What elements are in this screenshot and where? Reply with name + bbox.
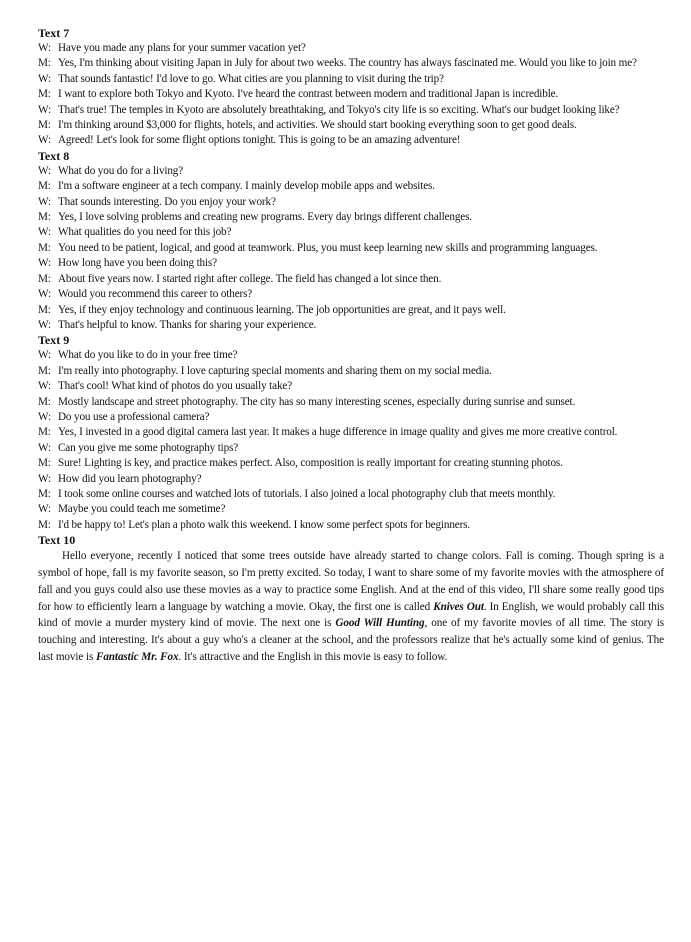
speaker-label: W: [38, 349, 51, 362]
dialogue-text: Have you made any plans for your summer vacation yet? [58, 42, 306, 54]
dialogue-line [38, 195, 664, 210]
paragraph-segment: . It's attractive and the English in this movie is easy to follow. [178, 650, 448, 663]
document-page [38, 26, 664, 666]
dialogue-line [38, 133, 664, 148]
dialogue-line [38, 210, 664, 225]
speaker-label: W: [38, 226, 51, 239]
dialogue-line [38, 441, 664, 456]
dialogue-text: What do you do for a living? [58, 164, 184, 177]
speaker-label: M: [38, 180, 51, 193]
dialogue-text: Mostly landscape and street photography. The city has so many interesting scenes, especially during sunrise and sunset. [58, 395, 576, 408]
dialogue-line [38, 318, 664, 333]
section-9 [38, 333, 664, 533]
speaker-label: W: [38, 441, 51, 454]
section-title: Text 7 [38, 26, 70, 40]
dialogue-line [38, 303, 664, 318]
dialogue-line [38, 72, 664, 87]
dialogue-text: Yes, if they enjoy technology and continuous learning. The job opportunities are great, and it pays well. [58, 303, 506, 316]
speaker-label: W: [38, 164, 51, 177]
speaker-label: M: [38, 88, 51, 101]
dialogue-text: What qualities do you need for this job? [58, 226, 232, 239]
dialogue-line [38, 487, 664, 502]
movie-title: Good Will Hunting [335, 617, 425, 630]
dialogue-text: Maybe you could teach me sometime? [58, 503, 226, 516]
paragraph-segment: , one of my favorite movies of all time. The story is touching and interesting. It's about a guy who's a cleaner at the school, and the professors realize that he's actually some kind of genius. The last movie is [38, 617, 664, 663]
section-title: Text 10 [38, 533, 76, 548]
dialogue-text: Yes, I love solving problems and creating new programs. Every day brings different challenges. [58, 211, 472, 224]
dialogue-line [38, 395, 664, 410]
dialogue-text: Yes, I invested in a good digital camera last year. It makes a huge difference in image quality and gives me more creative control. [58, 426, 618, 439]
dialogue-text: You need to be patient, logical, and good at teamwork. Plus, you must keep learning new skills and programming languages. [58, 241, 598, 254]
dialogue-text: That sounds fantastic! I'd love to go. What cities are you planning to visit during the trip? [58, 72, 444, 85]
dialogue-line [38, 225, 664, 240]
speaker-label: W: [38, 257, 51, 270]
speaker-label: M: [38, 211, 51, 224]
dialogue-text: How long have you been doing this? [58, 257, 217, 270]
dialogue-line [38, 272, 664, 287]
speaker-label: M: [38, 119, 51, 132]
section-7 [38, 26, 664, 149]
speaker-label: W: [38, 410, 51, 423]
speaker-label: W: [38, 288, 51, 301]
dialogue-text: Would you recommend this career to others? [58, 288, 253, 301]
dialogue-line [38, 502, 664, 517]
dialogue-text: What do you like to do in your free time? [58, 349, 238, 362]
dialogue-line [38, 472, 664, 487]
dialogue-text: That's cool! What kind of photos do you usually take? [58, 380, 293, 393]
speaker-label: W: [38, 103, 51, 116]
dialogue-text: Agreed! Let's look for some flight options tonight. This is going to be an amazing adventure! [58, 134, 461, 147]
speaker-label: M: [38, 272, 51, 285]
dialogue-line [38, 103, 664, 118]
speaker-label: W: [38, 195, 51, 208]
dialogue-text: Can you give me some photography tips? [58, 441, 239, 454]
dialogue-line [38, 164, 664, 179]
dialogue-line [38, 425, 664, 440]
speaker-label: M: [38, 57, 51, 70]
text10-paragraph [38, 548, 664, 666]
speaker-label: M: [38, 518, 51, 531]
speaker-label: W: [38, 134, 51, 147]
dialogue-text: I'm thinking around $3,000 for flights, hotels, and activities. We should start booking everything soon to get good deals. [58, 119, 577, 132]
dialogue-text: I'm a software engineer at a tech company. I mainly develop mobile apps and websites. [58, 180, 435, 193]
dialogue-text: I'd be happy to! Let's plan a photo walk this weekend. I know some perfect spots for beginners. [58, 518, 471, 531]
section-title: Text 8 [38, 148, 70, 163]
text10-section [38, 533, 664, 666]
dialogue-line [38, 379, 664, 394]
speaker-label: M: [38, 303, 51, 316]
movie-title: Knives Out [433, 600, 484, 613]
dialogue-line [38, 118, 664, 133]
dialogue-text: I'm really into photography. I love capturing special moments and sharing them on my social media. [58, 364, 492, 377]
dialogue-line [38, 256, 664, 271]
dialogue-line [38, 41, 664, 56]
speaker-label: W: [38, 503, 51, 516]
dialogue-line [38, 348, 664, 363]
dialogue-line [38, 179, 664, 194]
dialogue-text: That's true! The temples in Kyoto are absolutely breathtaking, and Tokyo's city life is so exciting. What's our budget looking like? [58, 103, 620, 116]
dialogue-text: How did you learn photography? [58, 472, 202, 485]
speaker-label: W: [38, 380, 51, 393]
speaker-label: M: [38, 241, 51, 254]
dialogue-line [38, 87, 664, 102]
dialogue-line [38, 518, 664, 533]
dialogue-line [38, 364, 664, 379]
speaker-label: M: [38, 457, 51, 470]
dialogue-text: Sure! Lighting is key, and practice makes perfect. Also, composition is really important for creating stunning photos. [58, 457, 563, 470]
dialogue-line [38, 287, 664, 302]
dialogue-text: That sounds interesting. Do you enjoy your work? [58, 195, 276, 208]
dialogue-sections [38, 26, 664, 533]
dialogue-text: I took some online courses and watched lots of tutorials. I also joined a local photography club that meets monthly. [58, 487, 556, 500]
paragraph-segment: . In English, we would probably call this kind of movie a murder mystery kind of movie. The next one is [38, 600, 664, 630]
dialogue-text: I want to explore both Tokyo and Kyoto. I've heard the contrast between modern and traditional Japan is incredible. [58, 88, 559, 101]
speaker-label: W: [38, 42, 51, 54]
speaker-label: M: [38, 395, 51, 408]
dialogue-line [38, 456, 664, 471]
dialogue-line [38, 241, 664, 256]
movie-title: Fantastic Mr. Fox [95, 650, 179, 663]
speaker-label: M: [38, 364, 51, 377]
dialogue-text: Yes, I'm thinking about visiting Japan in July for about two weeks. The country has always fascinated me. Would you like to join me? [58, 57, 637, 70]
dialogue-text: Do you use a professional camera? [58, 410, 210, 423]
speaker-label: M: [38, 426, 51, 439]
dialogue-text: That's helpful to know. Thanks for sharing your experience. [58, 318, 317, 331]
section-title: Text 9 [38, 333, 70, 348]
speaker-label: M: [38, 487, 51, 500]
dialogue-line [38, 410, 664, 425]
dialogue-line [38, 56, 664, 71]
speaker-label: W: [38, 472, 51, 485]
speaker-label: W: [38, 318, 51, 331]
speaker-label: W: [38, 72, 51, 85]
paragraph-segment: Hello everyone, recently I noticed that some trees outside have already started to change colors. Fall is coming. Though spring is a symbol of hope, fall is my favorite season, so I'm pretty excited. So today, I want to share some of my favorite movies with the atmosphere of fall and you guys could also use these movies as a way to practice some English. And at the end of this video, I'll share some really good tips for how to efficiently learn a language by watching a movie. Okay, the first one is called [38, 550, 664, 613]
section-8 [38, 149, 664, 333]
dialogue-text: About five years now. I started right after college. The field has changed a lot since then. [58, 272, 442, 285]
